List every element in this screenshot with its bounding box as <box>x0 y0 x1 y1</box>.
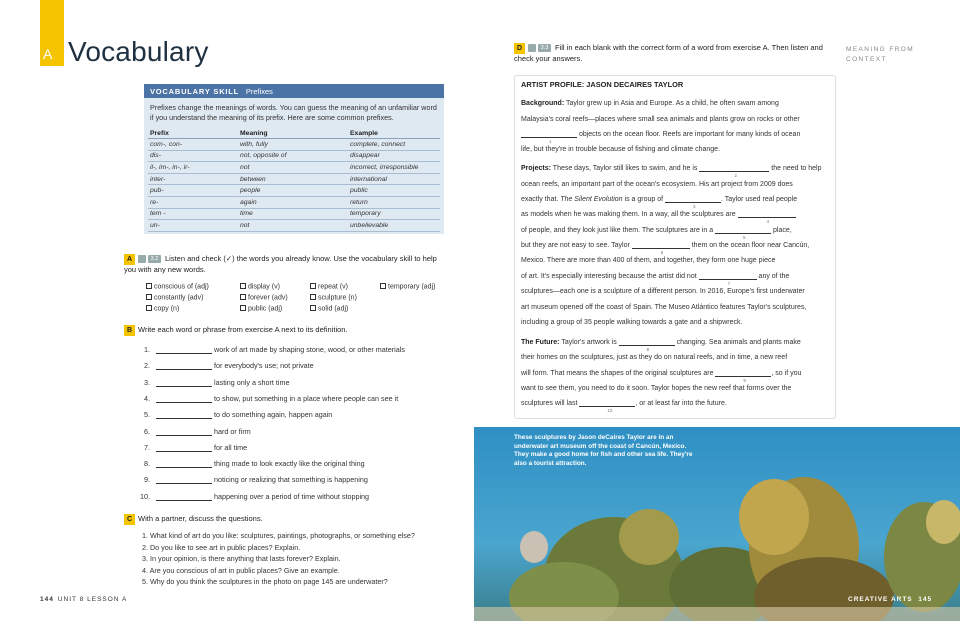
question-item: 3. In your opinion, is there anything that lasts forever? Explain. <box>142 554 341 564</box>
checklist-word: constantly (adv) <box>154 294 204 302</box>
table-cell: people <box>238 185 348 197</box>
table-cell: tem - <box>148 208 238 220</box>
article-line <box>521 288 805 295</box>
definition-item <box>140 492 369 501</box>
checkbox[interactable] <box>240 305 246 311</box>
text: Mexico. There are more than 400 of them, and together, they form one huge piece <box>521 257 776 264</box>
blank-number: 9 <box>743 378 746 383</box>
table-cell: dis- <box>148 150 238 162</box>
blank-input[interactable] <box>699 171 769 172</box>
answer-blank[interactable] <box>156 451 212 452</box>
article-line <box>521 304 806 311</box>
page-title: Vocabulary <box>68 36 209 67</box>
table-cell: public <box>348 185 440 197</box>
exercise-c-text: With a partner, discuss the questions. <box>138 514 263 523</box>
table-cell: disappear <box>348 150 440 162</box>
exercise-b-letter: B <box>124 325 135 336</box>
sidebar-label: MEANING FROM CONTEXT <box>846 46 915 63</box>
text: Malaysia's coral reefs—places where small sea animals and plants grow on rocks or other <box>521 116 800 123</box>
item-number: 2. <box>144 361 150 371</box>
article-line <box>521 319 742 326</box>
article-line <box>521 273 790 286</box>
checkbox[interactable] <box>380 283 386 289</box>
blank-number: 6 <box>660 250 664 255</box>
item-number: 8. <box>144 459 150 469</box>
text: want to see them, you need to do it soon. Taylor hopes the new reef that forms over the <box>521 385 792 392</box>
table-cell: unbelievable <box>348 220 440 232</box>
checkbox[interactable] <box>240 283 246 289</box>
item-number: 3. <box>144 377 150 387</box>
blank-number: 3 <box>692 204 696 209</box>
table-cell: international <box>348 173 440 185</box>
blank-input[interactable] <box>699 279 757 280</box>
skill-topic: Prefixes <box>245 87 273 96</box>
text: changing. Sea animals and plants make <box>674 339 801 346</box>
page-number: 144 <box>40 596 54 603</box>
checkbox[interactable] <box>146 294 152 300</box>
item-number: 10. <box>140 491 150 501</box>
article-line <box>521 181 793 188</box>
unit-label: UNIT 8 LESSON A <box>57 596 128 603</box>
text: . Taylor used real people <box>720 196 798 203</box>
text: , or at least far into the future. <box>635 400 727 407</box>
answer-blank[interactable] <box>156 500 212 501</box>
track-number: 3.3 <box>538 44 551 52</box>
blank-input[interactable] <box>632 248 690 249</box>
checklist-item[interactable] <box>146 305 179 313</box>
answer-blank[interactable] <box>156 467 212 468</box>
checklist-word: conscious of (adj) <box>154 283 209 291</box>
checklist-item[interactable] <box>310 283 348 291</box>
question-item: 1. What kind of art do you like: sculptures, paintings, photographs, or something else? <box>142 531 415 540</box>
table-row <box>148 139 440 151</box>
text: their homes on the sculptures, just as they do on natural reefs, and in time, a new reef <box>521 354 788 361</box>
checklist-word: copy (n) <box>154 305 180 313</box>
section-letter: A <box>43 46 53 62</box>
checklist-item[interactable] <box>240 294 288 302</box>
blank-input[interactable] <box>579 406 635 407</box>
article-line <box>521 227 792 240</box>
artwork-title: The Silent Evolution <box>560 196 623 203</box>
checklist-word: temporary (adj) <box>388 283 436 291</box>
table-row <box>148 196 440 208</box>
text: sculptures will last <box>521 400 580 407</box>
text: exactly that. <box>521 196 561 203</box>
definition-text: lasting only a short time <box>214 377 290 387</box>
table-cell: com-, con- <box>148 139 238 151</box>
exercise-a-text: Listen and check (✓) the words you already know. Use the vocabulary skill to help you with any new words. <box>124 254 437 274</box>
answer-blank[interactable] <box>156 418 212 419</box>
definition-item <box>140 345 405 354</box>
skill-label: VOCABULARY SKILL <box>150 87 239 96</box>
text: will form. That means the shapes of the original sculptures are <box>521 370 716 377</box>
text: of people, and they look just like them. The sculptures are in a <box>521 227 716 234</box>
table-cell: not, opposite of <box>238 150 348 162</box>
checkbox[interactable] <box>310 283 316 289</box>
definition-item <box>140 459 365 468</box>
audio-icon[interactable] <box>138 255 146 263</box>
article-line <box>521 100 779 107</box>
article-line <box>521 116 800 123</box>
checklist-item[interactable] <box>380 283 435 291</box>
exercise-d-letter: D <box>514 43 525 54</box>
table-row <box>148 162 440 174</box>
checklist-item[interactable] <box>310 305 348 313</box>
blank-number: 2 <box>734 173 737 178</box>
checklist-item[interactable] <box>146 294 203 302</box>
col-prefix: Prefix <box>148 129 238 139</box>
table-cell: time <box>238 208 348 220</box>
item-number: 7. <box>144 442 150 452</box>
section-label: CREATIVE ARTS <box>848 596 913 603</box>
answer-blank[interactable] <box>156 369 212 370</box>
article-line <box>521 146 720 153</box>
text: These days, Taylor still likes to swim, and he is <box>550 165 700 172</box>
blank-input[interactable] <box>715 233 771 234</box>
text: Taylor grew up in Asia and Europe. As a child, he often swam among <box>564 100 779 107</box>
definition-item <box>140 361 314 370</box>
table-cell: with, fully <box>238 139 348 151</box>
blank-number: 1 <box>549 139 552 144</box>
col-meaning: Meaning <box>238 129 348 139</box>
blank-number: 4 <box>766 219 770 224</box>
text: any of the <box>756 273 790 280</box>
checkbox[interactable] <box>310 305 316 311</box>
definition-text: to do something again, happen again <box>214 410 333 420</box>
exercise-a-instruction <box>124 254 444 275</box>
item-number: 9. <box>144 475 150 485</box>
article-line <box>521 242 810 255</box>
table-cell: return <box>348 196 440 208</box>
table-row <box>148 220 440 232</box>
definition-text: thing made to look exactly like the original thing <box>214 459 365 469</box>
table-cell: il-, im-, in-, ir- <box>148 162 238 174</box>
definition-item <box>140 427 251 436</box>
text: of art. It's especially interesting because the artist did not <box>521 273 699 280</box>
table-cell: re- <box>148 196 238 208</box>
exercise-d-instruction <box>514 43 834 64</box>
section-label: Projects: <box>521 165 551 172</box>
answer-blank[interactable] <box>156 386 212 387</box>
text: Taylor's artwork is <box>559 339 619 346</box>
skill-intro: Prefixes change the meanings of words. You can guess the meaning of an unfamiliar word if you understand the meaning of its prefix. Here are some common prefixes. <box>150 103 437 122</box>
blank-input[interactable] <box>715 376 771 377</box>
table-cell: complete, connect <box>348 139 440 151</box>
question-item: 5. Why do you think the sculptures in the photo on page 145 are underwater? <box>142 577 388 587</box>
article-line <box>521 354 787 361</box>
page-number: 145 <box>918 596 933 603</box>
question-item: 2. Do you like to see art in public places? Explain. <box>142 542 301 552</box>
section-label: Background: <box>521 100 565 107</box>
text: them on the ocean floor near Cancún, <box>689 242 810 249</box>
blank-input[interactable] <box>665 202 721 203</box>
exercise-c-instruction <box>124 514 444 525</box>
text: life, but they're in trouble because of fishing and climate change. <box>521 146 721 153</box>
exercise-a-letter: A <box>124 254 135 265</box>
text: , so if you <box>771 370 802 377</box>
checklist-item[interactable] <box>240 283 280 291</box>
checklist-word: public (adj) <box>248 305 283 313</box>
article-line <box>521 385 791 392</box>
checkbox[interactable] <box>146 283 152 289</box>
table-cell: between <box>238 173 348 185</box>
item-number: 6. <box>144 426 150 436</box>
table-row <box>148 208 440 220</box>
table-cell: not <box>238 220 348 232</box>
definition-text: to show, put something in a place where people can see it <box>214 393 399 403</box>
item-number: 1. <box>144 345 150 354</box>
table-row <box>148 185 440 197</box>
photo-caption: These sculptures by Jason deCaires Taylor are in an underwater art museum off the coast of Cancún, Mexico. They make a good home for fish and other sea life. They're also a tourist attraction. <box>514 434 693 467</box>
exercise-d-text: Fill in each blank with the correct form of a word from exercise A. Then listen and check your answers. <box>514 43 823 63</box>
col-example: Example <box>348 129 440 139</box>
text: including a group of 35 people walking towards a gate and a shipwreck. <box>521 319 743 326</box>
article-line <box>521 370 802 383</box>
blank-number: 8 <box>646 347 650 352</box>
track-number: 3.2 <box>148 255 161 263</box>
text: the need to help <box>769 165 822 172</box>
text: ocean reefs, an important part of the ocean's ecosystem. His art project from 2009 does <box>521 181 793 188</box>
definition-text: for all time <box>214 442 248 452</box>
definition-text: happening over a period of time without stopping <box>214 491 370 501</box>
table-cell: temporary <box>348 208 440 220</box>
answer-blank[interactable] <box>156 402 212 403</box>
audio-icon[interactable] <box>528 44 536 52</box>
blank-number: 7 <box>727 281 731 286</box>
article-line <box>521 211 796 224</box>
answer-blank[interactable] <box>156 353 212 354</box>
text: place, <box>771 227 792 234</box>
text: sculptures—each one is a sculpture of a different person. In 2016, Europe's first underwater <box>521 288 805 295</box>
checklist-word: sculpture (n) <box>318 294 357 302</box>
blank-input[interactable] <box>521 137 577 138</box>
table-cell: pub- <box>148 185 238 197</box>
article-line <box>521 339 801 352</box>
table-cell: un- <box>148 220 238 232</box>
checklist-word: display (v) <box>248 283 280 291</box>
article-title: ARTIST PROFILE: JASON DECAIRES TAYLOR <box>521 80 684 89</box>
table-row <box>148 173 440 185</box>
table-cell: again <box>238 196 348 208</box>
definition-text: work of art made by shaping stone, wood, or other materials <box>214 345 405 354</box>
blank-number: 10 <box>607 408 613 413</box>
exercise-c-letter: C <box>124 514 135 525</box>
footer-right <box>848 596 932 603</box>
exercise-b-instruction <box>124 325 444 336</box>
blank-number: 5 <box>743 235 746 240</box>
article-line <box>521 131 801 144</box>
item-number: 5. <box>144 410 150 420</box>
question-item: 4. Are you conscious of art in public places? Give an example. <box>142 565 340 575</box>
definition-text: noticing or realizing that something is happening <box>214 475 368 485</box>
table-cell: inter- <box>148 173 238 185</box>
checkbox[interactable] <box>240 294 246 300</box>
checkbox[interactable] <box>310 294 316 300</box>
checklist-item[interactable] <box>146 283 209 291</box>
text: art museum opened off the coast of Spain. The Museo Atlántico features Taylor's sculptures, <box>521 304 807 311</box>
text: objects on the ocean floor. Reefs are important for many kinds of ocean <box>577 131 801 138</box>
article-line <box>521 400 727 413</box>
definition-item <box>140 394 398 403</box>
vocabulary-skill-header <box>144 84 444 98</box>
item-number: 4. <box>144 393 150 403</box>
blank-input[interactable] <box>619 345 675 346</box>
checkbox[interactable] <box>146 305 152 311</box>
prefix-table <box>148 129 440 232</box>
answer-blank[interactable] <box>156 435 212 436</box>
text: is a group of <box>622 196 665 203</box>
table-cell: not <box>238 162 348 174</box>
checklist-word: solid (adj) <box>318 305 349 313</box>
text: as models when he was making them. In a way, all the sculptures are <box>521 211 738 218</box>
table-row <box>148 150 440 162</box>
definition-item <box>140 378 290 387</box>
article-line <box>521 257 775 264</box>
checklist-item[interactable] <box>310 294 357 302</box>
blank-input[interactable] <box>738 217 796 218</box>
definition-item <box>140 475 368 484</box>
table-cell: incorrect, irresponsible <box>348 162 440 174</box>
checklist-word: forever (adv) <box>248 294 288 302</box>
definition-item <box>140 443 247 452</box>
checklist-item[interactable] <box>240 305 282 313</box>
text: but they are not easy to see. Taylor <box>521 242 632 249</box>
footer-left <box>40 596 127 603</box>
article-line <box>521 165 822 178</box>
exercise-b-text: Write each word or phrase from exercise A next to its definition. <box>138 325 348 334</box>
definition-text: for everybody's use; not private <box>214 361 314 371</box>
article-line <box>521 196 798 209</box>
answer-blank[interactable] <box>156 483 212 484</box>
definition-item <box>140 410 332 419</box>
definition-text: hard or firm <box>214 426 251 436</box>
checklist-word: repeat (v) <box>318 283 348 291</box>
section-label: The Future: <box>521 339 560 346</box>
